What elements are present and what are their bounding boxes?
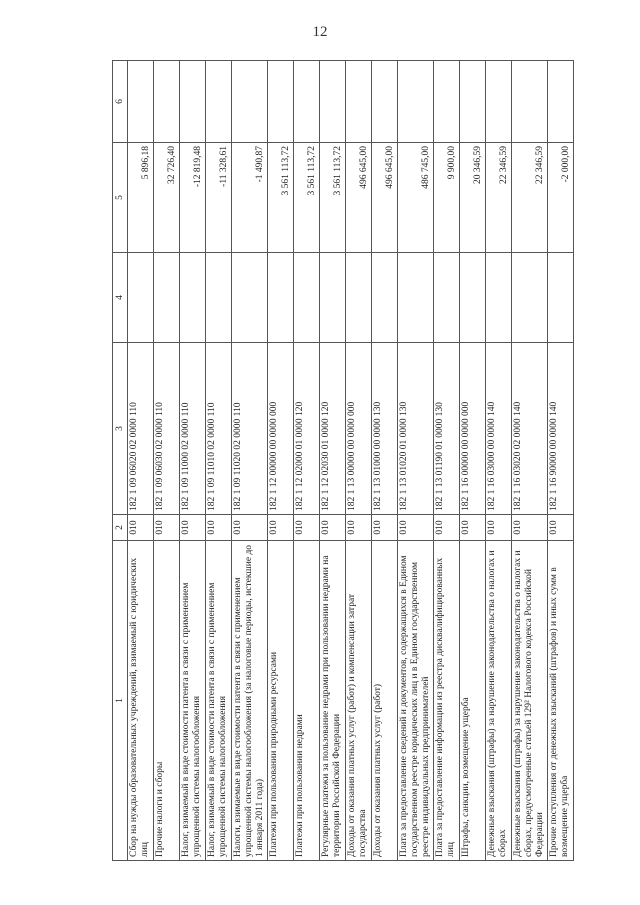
row-col6-cell <box>128 61 154 143</box>
row-col6-cell <box>512 61 548 143</box>
row-code-cell: 010 <box>294 515 320 541</box>
table-row <box>206 61 232 861</box>
row-name-cell: Прочие поступления от денежных взысканий (штрафов) и иных сумм в возмещение ущерба <box>548 541 574 861</box>
row-code-cell: 010 <box>154 515 180 541</box>
table-row <box>346 61 372 861</box>
row-amount-cell: 496 645,00 <box>372 143 398 253</box>
row-name-cell: Налоги, взимаемые в виде стоимости патента в связи с применением упрощенной системы налогообложения (за налоговые периоды, истекшие до 1 января 2011 года) <box>232 541 268 861</box>
row-col4-cell <box>128 253 154 343</box>
row-amount-cell: 486 745,00 <box>398 143 434 253</box>
row-col4-cell <box>548 253 574 343</box>
row-col4-cell <box>294 253 320 343</box>
row-name-cell: Доходы от оказания платных услуг (работ) <box>372 541 398 861</box>
row-kbk-cell: 182 1 09 06030 02 0000 110 <box>154 343 180 515</box>
row-amount-cell: -12 819,48 <box>180 143 206 253</box>
row-kbk-cell: 182 1 16 90000 00 0000 140 <box>548 343 574 515</box>
row-col6-cell <box>320 61 346 143</box>
table-row <box>486 61 512 861</box>
row-col4-cell <box>154 253 180 343</box>
row-kbk-cell: 182 1 09 11010 02 0000 110 <box>206 343 232 515</box>
table-row <box>180 61 206 861</box>
row-kbk-cell: 182 1 13 01020 01 0000 130 <box>398 343 434 515</box>
header-col-2: 2 <box>113 515 128 541</box>
row-col4-cell <box>512 253 548 343</box>
row-col4-cell <box>268 253 294 343</box>
row-name-cell: Прочие налоги и сборы <box>154 541 180 861</box>
row-kbk-cell: 182 1 09 11020 02 0000 110 <box>232 343 268 515</box>
row-kbk-cell: 182 1 09 06020 02 0000 110 <box>128 343 154 515</box>
row-col4-cell <box>398 253 434 343</box>
table-row <box>512 61 548 861</box>
table-row <box>268 61 294 861</box>
header-col-4: 4 <box>113 253 128 343</box>
row-name-cell: Сбор на нужды образовательных учреждений, взимаемый с юридических лиц <box>128 541 154 861</box>
table-row <box>434 61 460 861</box>
table-row <box>154 61 180 861</box>
page-number: 12 <box>312 24 328 40</box>
row-col6-cell <box>154 61 180 143</box>
table-row <box>372 61 398 861</box>
row-amount-cell: 22 346,59 <box>486 143 512 253</box>
row-code-cell: 010 <box>128 515 154 541</box>
rotated-table-container <box>112 61 571 861</box>
row-code-cell: 010 <box>232 515 268 541</box>
row-col6-cell <box>486 61 512 143</box>
row-col6-cell <box>346 61 372 143</box>
table-row <box>398 61 434 861</box>
row-code-cell: 010 <box>180 515 206 541</box>
row-kbk-cell: 182 1 12 00000 00 0000 000 <box>268 343 294 515</box>
row-kbk-cell: 182 1 12 02000 01 0000 120 <box>294 343 320 515</box>
row-name-cell: Налог, взимаемый в виде стоимости патента в связи с применением упрощенной системы налогообложения <box>206 541 232 861</box>
row-code-cell: 010 <box>346 515 372 541</box>
row-col4-cell <box>180 253 206 343</box>
header-col-5: 5 <box>113 143 128 253</box>
row-kbk-cell: 182 1 16 03000 00 0000 140 <box>486 343 512 515</box>
row-col6-cell <box>206 61 232 143</box>
row-col4-cell <box>206 253 232 343</box>
row-col6-cell <box>372 61 398 143</box>
row-kbk-cell: 182 1 12 02030 01 0000 120 <box>320 343 346 515</box>
header-col-6: 6 <box>113 61 128 143</box>
row-amount-cell: 3 561 113,72 <box>268 143 294 253</box>
row-amount-cell: -1 490,87 <box>232 143 268 253</box>
row-kbk-cell: 182 1 13 01190 01 0000 130 <box>434 343 460 515</box>
row-col6-cell <box>398 61 434 143</box>
row-amount-cell: 496 645,00 <box>346 143 372 253</box>
row-kbk-cell: 182 1 09 11000 02 0000 110 <box>180 343 206 515</box>
row-name-cell: Штрафы, санкции, возмещение ущерба <box>460 541 486 861</box>
row-col4-cell <box>434 253 460 343</box>
row-code-cell: 010 <box>548 515 574 541</box>
row-code-cell: 010 <box>460 515 486 541</box>
row-code-cell: 010 <box>372 515 398 541</box>
row-col4-cell <box>372 253 398 343</box>
row-amount-cell: -2 000,00 <box>548 143 574 253</box>
row-kbk-cell: 182 1 13 01000 00 0000 130 <box>372 343 398 515</box>
row-name-cell: Налог, взимаемый в виде стоимости патента в связи с применением упрощенной системы налогообложения <box>180 541 206 861</box>
row-kbk-cell: 182 1 16 00000 00 0000 000 <box>460 343 486 515</box>
row-code-cell: 010 <box>206 515 232 541</box>
row-kbk-cell: 182 1 13 00000 00 0000 000 <box>346 343 372 515</box>
table-header-row <box>113 61 128 861</box>
row-kbk-cell: 182 1 16 03020 02 0000 140 <box>512 343 548 515</box>
row-code-cell: 010 <box>486 515 512 541</box>
row-col6-cell <box>268 61 294 143</box>
row-name-cell: Платежи при пользовании природными ресурсами <box>268 541 294 861</box>
row-amount-cell: 3 561 113,72 <box>294 143 320 253</box>
row-code-cell: 010 <box>434 515 460 541</box>
header-col-1: 1 <box>113 541 128 861</box>
revenue-table <box>112 60 574 861</box>
row-amount-cell: -11 328,61 <box>206 143 232 253</box>
table-row <box>320 61 346 861</box>
row-amount-cell: 5 896,18 <box>128 143 154 253</box>
table-row <box>294 61 320 861</box>
row-name-cell: Денежные взыскания (штрафы) за нарушение законодательства о налогах и сборах, предусмотренные статьей 129² Налогового кодекса Российской Федерации <box>512 541 548 861</box>
row-amount-cell: 22 346,59 <box>512 143 548 253</box>
row-col6-cell <box>460 61 486 143</box>
row-col6-cell <box>232 61 268 143</box>
row-name-cell: Плата за предоставление сведений и документов, содержащихся в Едином государственном реестре юридических лиц и в Едином государственном реестре индивидуальных предпринимателей <box>398 541 434 861</box>
row-col6-cell <box>294 61 320 143</box>
header-col-3: 3 <box>113 343 128 515</box>
row-col4-cell <box>320 253 346 343</box>
table-row <box>460 61 486 861</box>
row-col6-cell <box>434 61 460 143</box>
table-row <box>128 61 154 861</box>
row-code-cell: 010 <box>320 515 346 541</box>
row-code-cell: 010 <box>398 515 434 541</box>
row-amount-cell: 9 900,00 <box>434 143 460 253</box>
row-code-cell: 010 <box>512 515 548 541</box>
row-name-cell: Доходы от оказания платных услуг (работ) и компенсации затрат государства <box>346 541 372 861</box>
row-col4-cell <box>232 253 268 343</box>
row-col4-cell <box>486 253 512 343</box>
row-name-cell: Плата за предоставление информации из реестра дисквалифицированных лиц <box>434 541 460 861</box>
row-col4-cell <box>460 253 486 343</box>
row-col6-cell <box>548 61 574 143</box>
row-name-cell: Регулярные платежи за пользование недрами при пользовании недрами на территории Российской Федерации <box>320 541 346 861</box>
row-col6-cell <box>180 61 206 143</box>
row-code-cell: 010 <box>268 515 294 541</box>
row-amount-cell: 20 346,59 <box>460 143 486 253</box>
row-amount-cell: 32 726,40 <box>154 143 180 253</box>
row-col4-cell <box>346 253 372 343</box>
table-row <box>232 61 268 861</box>
row-name-cell: Денежные взыскания (штрафы) за нарушение законодательства о налогах и сборах <box>486 541 512 861</box>
table-row <box>548 61 574 861</box>
row-name-cell: Платежи при пользовании недрами <box>294 541 320 861</box>
row-amount-cell: 3 561 113,72 <box>320 143 346 253</box>
